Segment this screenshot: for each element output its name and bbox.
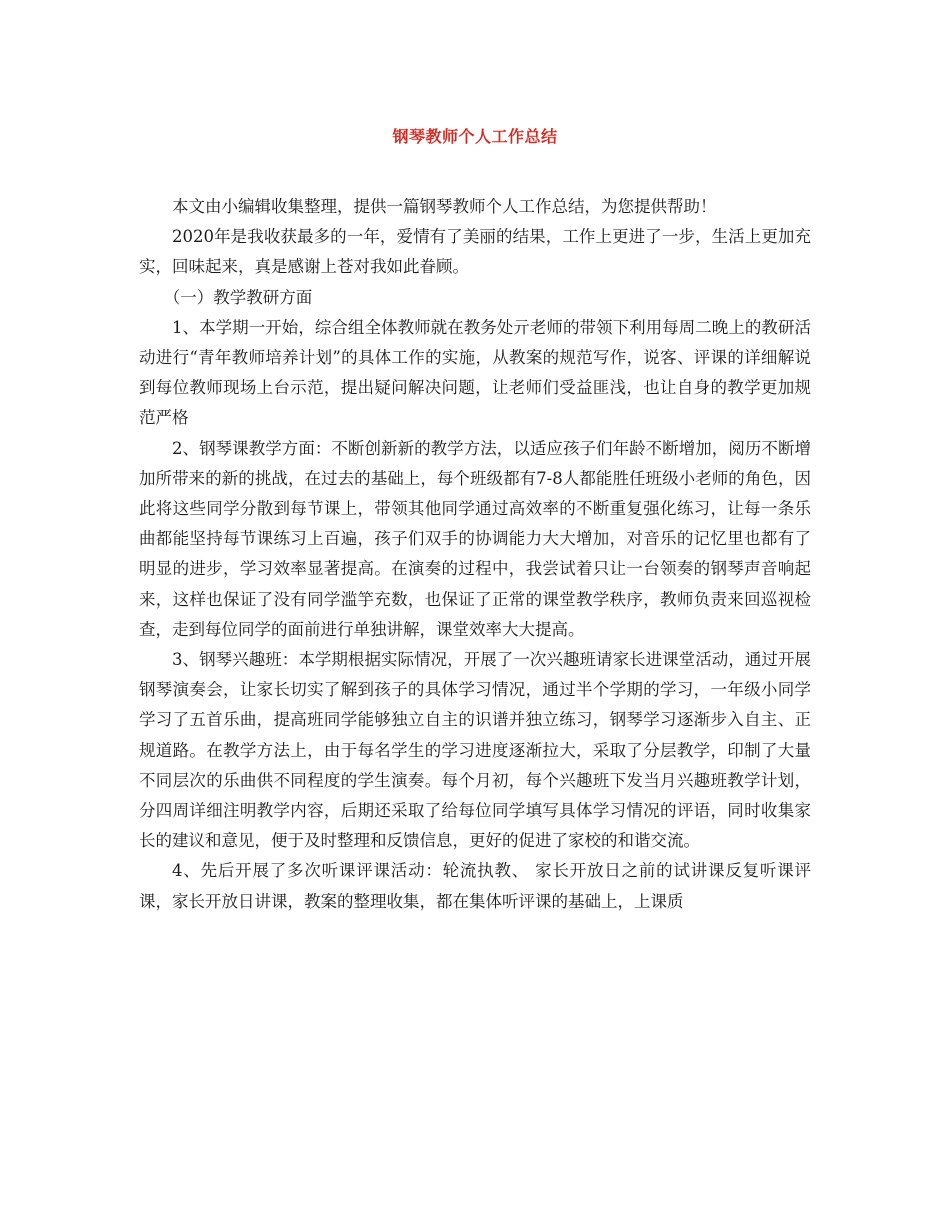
paragraph-item-4: 4、先后开展了多次听课评课活动：轮流执教、 家长开放日之前的试讲课反复听课评课，家长开放日讲课，教案的整理收集，都在集体听评课的基础上，上课质 xyxy=(139,861,811,911)
section-heading-teaching-research: （一）教学教研方面 xyxy=(163,287,313,307)
intro-paragraph: 本文由小编辑收集整理，提供一篇钢琴教师个人工作总结，为您提供帮助！ xyxy=(172,197,717,216)
document-body xyxy=(139,192,811,917)
paragraph-item-3: 3、钢琴兴趣班：本学期根据实际情况，开展了一次兴趣班请家长进课堂活动，通过开展钢琴演奏会，让家长切实了解到孩子的具体学习情况，通过半个学期的学习，一年级小同学学习了五首乐曲，提高班同学能够独立自主的识谱并独立练习，钢琴学习逐渐步入自主、正规道路。在教学方法上，由于每名学生的学习进度逐渐拉大，采取了分层教学，印制了大量不同层次的乐曲供不同程度的学生演奏。每个月初，每个兴趣班下发当月兴趣班教学计划，分四周详细注明教学内容，后期还采取了给每位同学填写具体学习情况的评语，同时收集家长的建议和意见，便于及时整理和反馈信息，更好的促进了家校的和谐交流。 xyxy=(139,650,811,851)
paragraph-item-1: 1、本学期一开始，综合组全体教师就在教务处亓老师的带领下利用每周二晚上的教研活动进行“青年教师培养计划”的具体工作的实施，从教案的规范写作，说客、评课的详细解说到每位教师现场上台示范，提出疑问解决问题，让老师们受益匪浅，也让自身的教学更加规范严格 xyxy=(139,317,811,428)
year-summary-paragraph: 2020年是我收获最多的一年，爱情有了美丽的结果，工作上更进了一步，生活上更加充实，回味起来，真是感谢上苍对我如此眷顾。 xyxy=(139,227,811,277)
paragraph-item-2: 2、钢琴课教学方面：不断创新新的教学方法，以适应孩子们年龄不断增加，阅历不断增加所带来的新的挑战，在过去的基础上，每个班级都有7-8人都能胜任班级小老师的角色，因此将这些同学分散到每节课上，带领其他同学通过高效率的不断重复强化练习，让每一条乐曲都能坚持每节课练习上百遍，孩子们双手的协调能力大大增加，对音乐的记忆里也都有了明显的进步，学习效率显著提高。在演奏的过程中，我尝试着只让一台领奏的钢琴声音响起来，这样也保证了没有同学滥竽充数，也保证了正常的课堂教学秩序，教师负责来回巡视检查，走到每位同学的面前进行单独讲解，课堂效率大大提高。 xyxy=(139,438,811,639)
document-title: 钢琴教师个人工作总结 xyxy=(392,127,558,146)
